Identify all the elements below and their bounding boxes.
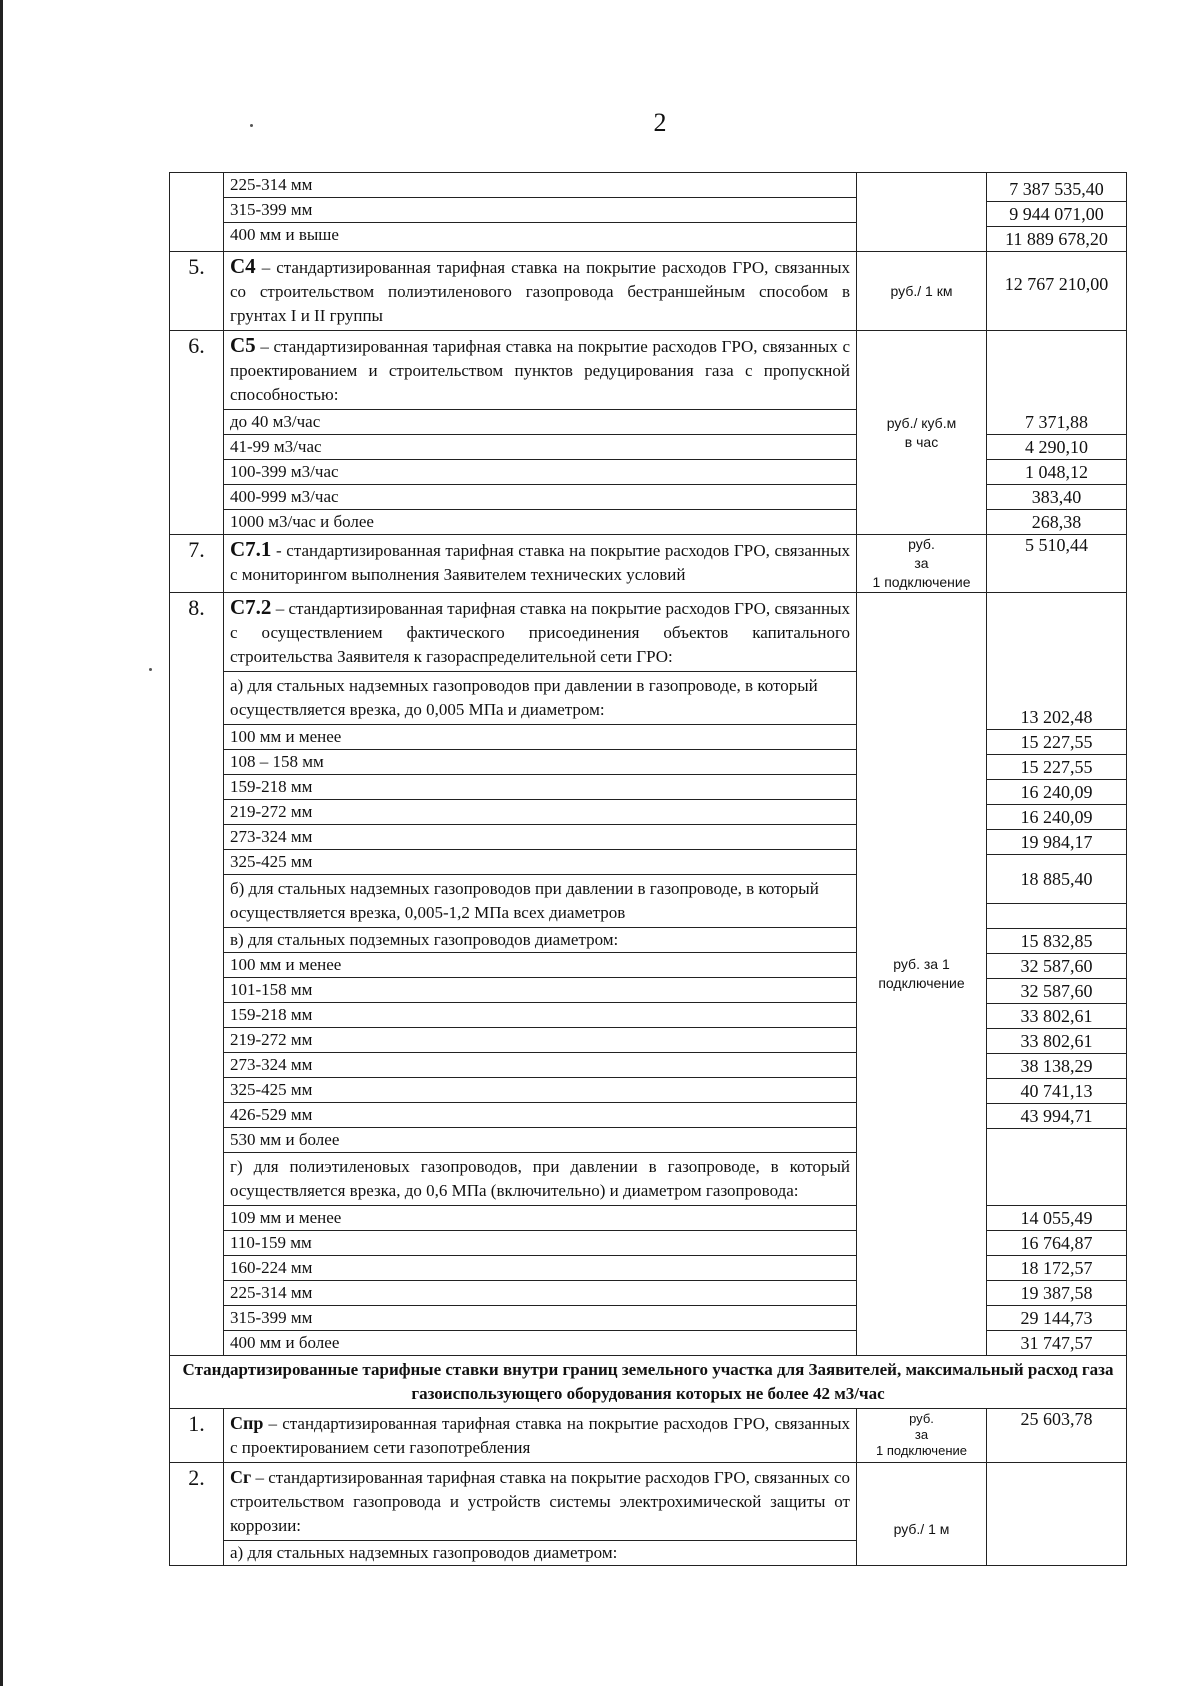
rate-value: 19 984,17 <box>987 830 1126 855</box>
empty-cell <box>987 904 1126 929</box>
rate-value: 1 048,12 <box>987 460 1126 485</box>
capacity-label: 400-999 м3/час <box>224 485 856 510</box>
rate-value: 4 290,10 <box>987 435 1126 460</box>
table-row <box>170 535 1127 593</box>
table-row <box>170 592 1127 1355</box>
diameter-label: 426-529 мм <box>224 1103 856 1128</box>
rate-value: 15 227,55 <box>987 730 1126 755</box>
table-row <box>170 331 1127 535</box>
diameter-label: 315-399 мм <box>224 1306 856 1331</box>
diameter-label: 219-272 мм <box>224 800 856 825</box>
scan-speck <box>149 668 152 671</box>
diameter-label: 325-425 мм <box>224 1078 856 1103</box>
rate-code: Сг <box>230 1466 252 1487</box>
rate-value: 16 240,09 <box>987 780 1126 805</box>
subsection-a: а) для стальных надземных газопроводов при давлении в газопроводе, в который осуществляется врезка, до 0,005 МПа и диаметром: <box>224 672 856 725</box>
diameter-label: 315-399 мм <box>224 198 856 223</box>
diameter-label: 273-324 мм <box>224 825 856 850</box>
subsection-d: г) для полиэтиленовых газопроводов, при давлении в газопроводе, в который осуществляется врезка, до 0,6 МПа (включительно) и диаметром газопровода: <box>224 1153 856 1206</box>
page-number: 2 <box>653 108 667 137</box>
rate-value: 19 387,58 <box>987 1281 1126 1306</box>
table-row <box>170 173 1127 252</box>
page-edge <box>0 0 3 1686</box>
capacity-label: до 40 м3/час <box>224 410 856 435</box>
table-row <box>170 252 1127 331</box>
rate-value: 43 994,71 <box>987 1104 1126 1129</box>
table-row <box>170 1408 1127 1462</box>
rate-value: 7 371,88 <box>987 410 1126 435</box>
capacity-label: 100-399 м3/час <box>224 460 856 485</box>
rate-value: 9 944 071,00 <box>987 202 1126 227</box>
row-description: Спр – стандартизированная тарифная ставка на покрытие расходов ГРО, связанных с проектированием сети газопотребления <box>230 1412 850 1457</box>
rate-value: 5 510,44 <box>987 535 1127 593</box>
rate-value: 11 889 678,20 <box>1005 229 1108 249</box>
unit-label: руб. за 1 подключение <box>857 592 987 1355</box>
rate-code: С5 <box>230 333 256 357</box>
subsection-a: а) для стальных надземных газопроводов диаметром: <box>230 1542 618 1562</box>
rate-code: С7.2 <box>230 594 272 619</box>
rate-value: 13 202,48 <box>987 705 1126 730</box>
diameter-label: 400 мм и выше <box>230 225 339 244</box>
diameter-label: 159-218 мм <box>224 775 856 800</box>
row-description: С5 – стандартизированная тарифная ставка на покрытие расходов ГРО, связанных с проектированием и строительством пунктов редуцирования газа с пропускной способностью: <box>224 331 856 410</box>
diameter-label: 400 мм и более <box>230 1332 340 1352</box>
table-row <box>170 1462 1127 1565</box>
diameter-label: 100 мм и менее <box>224 725 856 750</box>
rate-value: 16 240,09 <box>987 805 1126 830</box>
row-number: 1. <box>170 1408 224 1462</box>
rate-value: 12 767 210,00 <box>987 252 1127 331</box>
rate-value: 29 144,73 <box>987 1306 1126 1331</box>
capacity-label: 41-99 м3/час <box>224 435 856 460</box>
diameter-label: 160-224 мм <box>224 1256 856 1281</box>
rate-value: 33 802,61 <box>987 1004 1126 1029</box>
rate-value: 15 227,55 <box>987 755 1126 780</box>
tariff-table <box>169 172 1127 1566</box>
diameter-label: 109 мм и менее <box>224 1206 856 1231</box>
empty-cell <box>987 1129 1126 1206</box>
rate-value: 14 055,49 <box>987 1206 1126 1231</box>
rate-value: 18 885,40 <box>987 855 1126 904</box>
rate-value: 31 747,57 <box>1020 1332 1093 1353</box>
subsection-b: б) для стальных надземных газопроводов при давлении в газопроводе, в который осуществляется врезка, 0,005-1,2 МПа всех диаметров <box>224 875 856 928</box>
rate-value: 16 764,87 <box>987 1231 1126 1256</box>
scan-speck <box>250 124 253 127</box>
row-description: Сг – стандартизированная тарифная ставка на покрытие расходов ГРО, связанных со строительством газопровода и устройств системы электрохимической защиты от коррозии: <box>224 1463 856 1541</box>
subsection-c: в) для стальных подземных газопроводов диаметром: <box>224 928 856 953</box>
diameter-label: 100 мм и менее <box>224 953 856 978</box>
rate-value: 33 802,61 <box>987 1029 1126 1054</box>
rate-value: 268,38 <box>1031 512 1082 532</box>
rate-value: 7 387 535,40 <box>987 177 1126 202</box>
rate-code: С7.1 <box>230 537 272 561</box>
rate-value: 383,40 <box>987 485 1126 510</box>
diameter-label: 110-159 мм <box>224 1231 856 1256</box>
unit-label: руб./ 1 км <box>857 252 987 331</box>
section-heading-row <box>170 1355 1127 1408</box>
section-heading: Стандартизированные тарифные ставки внутри границ земельного участка для Заявителей, максимальный расход газа газоиспользующего оборудования которых не более 42 м3/час <box>170 1355 1127 1408</box>
row-description: С7.2 – стандартизированная тарифная ставка на покрытие расходов ГРО, связанных с осуществлением фактического присоединения объектов капитального строительства Заявителя к газораспределительной сети ГРО: <box>224 593 856 672</box>
row-number: 5. <box>170 252 224 331</box>
unit-label: руб. за 1 подключение <box>857 1408 987 1462</box>
diameter-label: 273-324 мм <box>224 1053 856 1078</box>
unit-label: руб./ куб.м в час <box>857 331 987 535</box>
rate-value: 25 603,78 <box>987 1408 1127 1462</box>
rate-value: 40 741,13 <box>987 1079 1126 1104</box>
rate-value: 32 587,60 <box>987 979 1126 1004</box>
rate-code: С4 <box>230 254 256 278</box>
diameter-label: 530 мм и более <box>224 1128 856 1153</box>
rate-value: 32 587,60 <box>987 954 1126 979</box>
diameter-label: 159-218 мм <box>224 1003 856 1028</box>
row-number: 2. <box>170 1462 224 1565</box>
diameter-label: 225-314 мм <box>224 173 856 198</box>
capacity-label: 1000 м3/час и более <box>230 512 374 531</box>
rate-value: 18 172,57 <box>987 1256 1126 1281</box>
row-number: 6. <box>170 331 224 535</box>
row-description: С7.1 - стандартизированная тарифная ставка на покрытие расходов ГРО, связанных с мониторингом выполнения Заявителем технических условий <box>230 537 850 584</box>
unit-label: руб. за 1 подключение <box>857 535 987 593</box>
rate-value: 15 832,85 <box>987 929 1126 954</box>
diameter-label: 225-314 мм <box>224 1281 856 1306</box>
row-number: 8. <box>170 592 224 1355</box>
diameter-label: 219-272 мм <box>224 1028 856 1053</box>
row-number: 7. <box>170 535 224 593</box>
diameter-label: 101-158 мм <box>224 978 856 1003</box>
unit-label: руб./ 1 м <box>857 1462 987 1565</box>
row-description: С4 – стандартизированная тарифная ставка на покрытие расходов ГРО, связанных со строительством полиэтиленового газопровода бестраншейным способом в грунтах I и II группы <box>230 254 850 325</box>
rate-value: 38 138,29 <box>987 1054 1126 1079</box>
rate-code: Спр <box>230 1412 264 1433</box>
diameter-label: 108 – 158 мм <box>224 750 856 775</box>
diameter-label: 325-425 мм <box>224 850 856 875</box>
